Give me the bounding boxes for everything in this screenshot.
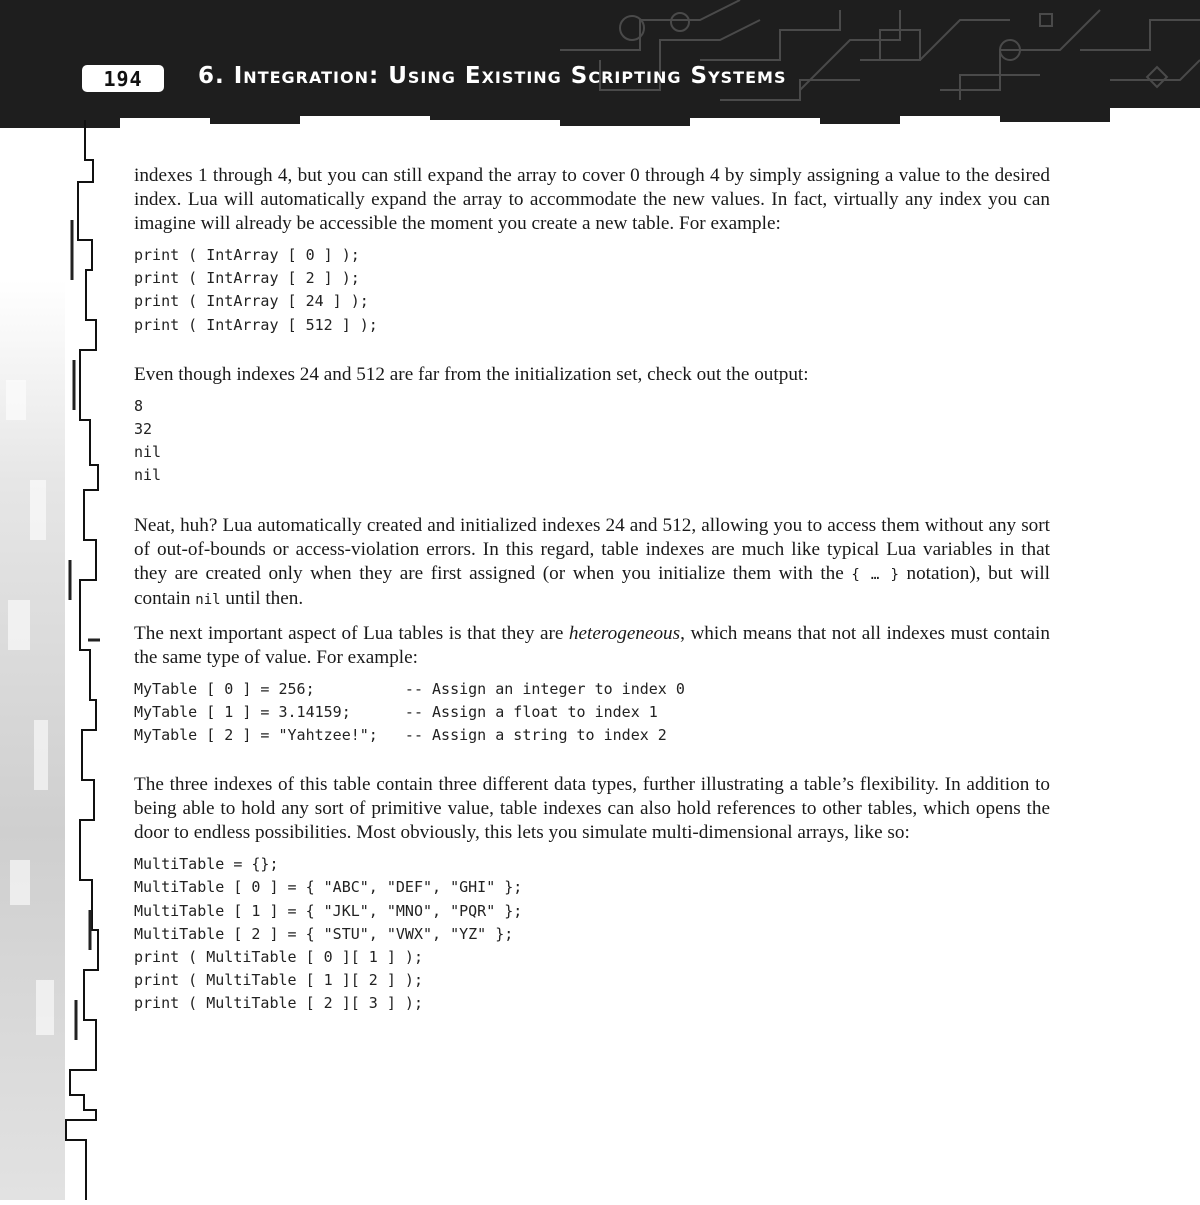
code-line: print ( IntArray [ 24 ] );	[134, 292, 369, 311]
text-span: Neat, huh? Lua automatically created and initialized indexes 24 and 512, allowing you to access them without any sort of out-of-bounds or access-violation errors. In this regard, table indexes are much like typical Lua variables in that they are created only when they are first assigned (or when you initialize them with the	[134, 514, 1050, 584]
output-line: nil	[134, 443, 162, 462]
code-line: MyTable [ 2 ] = "Yahtzee!"; -- Assign a string to index 2	[134, 726, 667, 745]
page-number: 194	[82, 65, 164, 92]
code-block-print-intarray	[134, 244, 1050, 337]
code-line: print ( IntArray [ 0 ] );	[134, 246, 360, 264]
text-span: , which means that not all indexes must contain the same type of value. For example:	[134, 622, 1050, 668]
output-line: 32	[134, 420, 153, 439]
code-line: print ( IntArray [ 512 ] );	[134, 315, 378, 334]
code-block-output	[134, 395, 1050, 488]
code-block-mytable	[134, 678, 1050, 748]
chapter-title: 6. Integration: Using Existing Scripting Systems	[198, 63, 787, 89]
text-span: notation), but will contain	[134, 562, 1050, 609]
code-line: print ( MultiTable [ 0 ][ 1 ] );	[134, 948, 423, 967]
text-span: until then.	[220, 587, 304, 609]
output-line: nil	[134, 466, 162, 485]
paragraph-heterogeneous	[134, 622, 1050, 670]
page-content	[134, 164, 1050, 1016]
code-line: MultiTable [ 0 ] = { "ABC", "DEF", "GHI" };	[134, 878, 523, 897]
left-margin-decoration	[0, 120, 110, 1200]
paragraph-multidimensional: The three indexes of this table contain three different data types, further illustrating a table’s flexibility. In addition to being able to hold any sort of primitive value, table indexes can also hold references to other tables, which opens the door to endless possibilities. Most obviously, this lets you simulate multi-dimensional arrays, like so:	[134, 774, 1050, 844]
code-line: print ( MultiTable [ 1 ][ 2 ] );	[134, 971, 423, 990]
inline-code-nil: nil	[195, 591, 221, 608]
code-line: print ( MultiTable [ 2 ][ 3 ] );	[134, 994, 423, 1013]
paragraph-intro: indexes 1 through 4, but you can still expand the array to cover 0 through 4 by simply assigning a value to the desired index. Lua will automatically expand the array to accommodate the new values. In fact, virtually any index you can imagine will already be accessible the moment you create a new table. For example:	[134, 165, 1050, 234]
code-line: MultiTable [ 2 ] = { "STU", "VWX", "YZ" };	[134, 924, 514, 943]
code-line: MyTable [ 0 ] = 256; -- Assign an integer to index 0	[134, 679, 685, 698]
code-line: MultiTable = {};	[134, 855, 279, 874]
inline-code-braces: { … }	[851, 566, 899, 583]
paragraph-output-intro: Even though indexes 24 and 512 are far from the initialization set, check out the output:	[134, 363, 809, 385]
output-line: 8	[134, 396, 144, 415]
code-line: MyTable [ 1 ] = 3.14159; -- Assign a float to index 1	[134, 702, 658, 721]
text-span: The next important aspect of Lua tables is that they are	[134, 622, 569, 644]
paragraph-auto-create	[134, 514, 1050, 612]
code-line: print ( IntArray [ 2 ] );	[134, 269, 360, 288]
code-line: MultiTable [ 1 ] = { "JKL", "MNO", "PQR" };	[134, 901, 523, 920]
emphasis-heterogeneous: heterogeneous	[568, 622, 681, 644]
code-block-multitable	[134, 853, 1050, 1015]
page-header	[0, 0, 1200, 130]
